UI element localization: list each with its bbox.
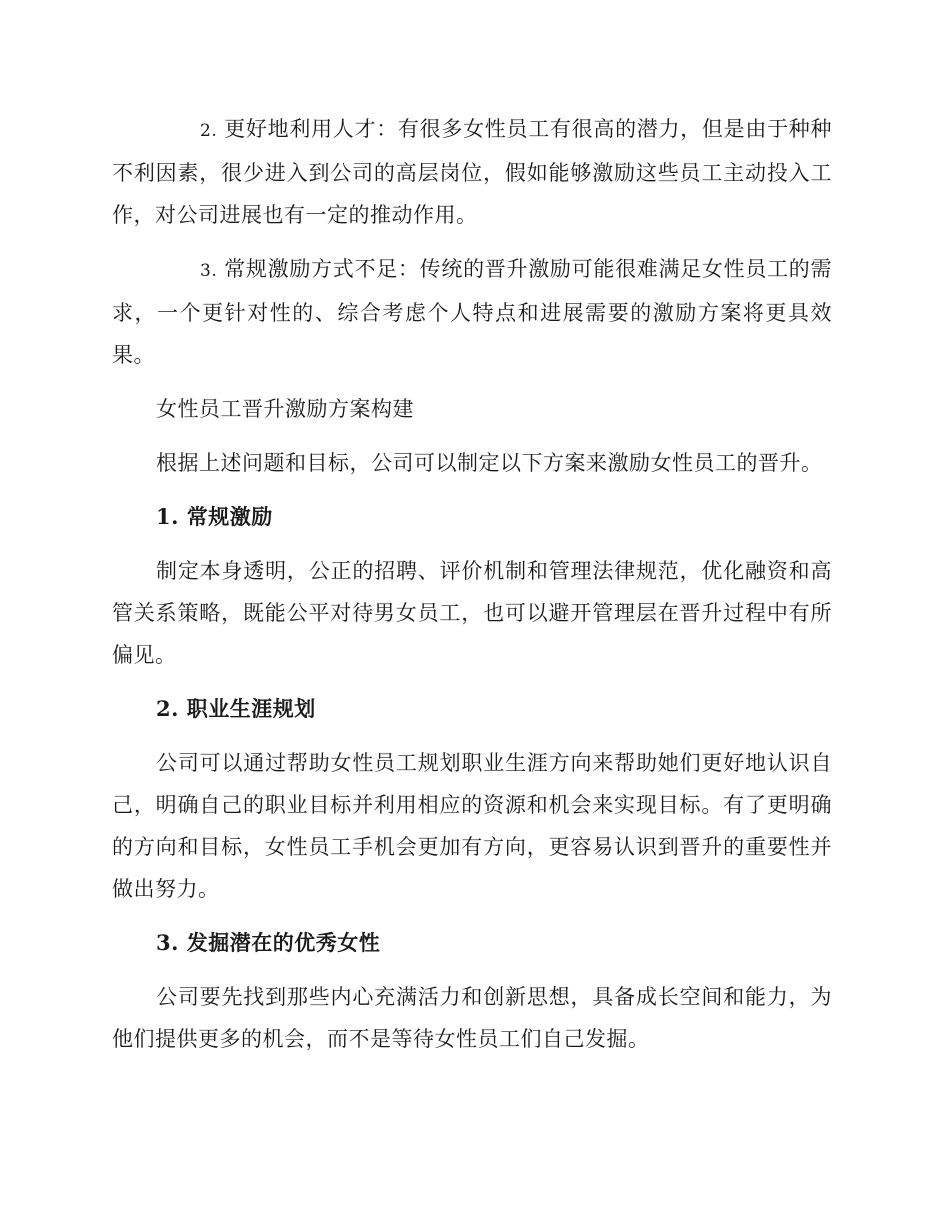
section-title: 女性员工晋升激励方案构建 bbox=[156, 397, 414, 421]
numbered-paragraph-3 bbox=[112, 248, 832, 376]
document-page bbox=[112, 108, 832, 1072]
numbered-paragraph-2 bbox=[112, 108, 832, 236]
career-planning-paragraph: 公司可以通过帮助女性员工规划职业生涯方向来帮助她们更好地认识自己，明确自己的职业目标并利用相应的资源和机会来实现目标。有了更明确的方向和目标，女性员工手机会更加有方向，更容易认识到晋升的重要性并做出努力。 bbox=[112, 751, 832, 901]
subheading-discover-talent: 3. 发掘潜在的优秀女性 bbox=[156, 930, 381, 955]
subheading-career-planning: 2. 职业生涯规划 bbox=[156, 696, 316, 721]
discover-talent-paragraph: 公司要先找到那些内心充满活力和创新思想，具备成长空间和能力，为他们提供更多的机会，而不是等待女性员工们自己发掘。 bbox=[112, 985, 832, 1051]
paragraph-text: 常规激励方式不足：传统的晋升激励可能很难满足女性员工的需求，一个更针对性的、综合考虑个人特点和进展需要的激励方案将更具效果。 bbox=[112, 257, 832, 367]
intro-paragraph: 根据上述问题和目标，公司可以制定以下方案来激励女性员工的晋升。 bbox=[156, 451, 823, 475]
subheading-regular-incentive: 1. 常规激励 bbox=[156, 504, 273, 529]
paragraph-text: 更好地利用人才：有很多女性员工有很高的潜力，但是由于种种不利因素，很少进入到公司的高层岗位，假如能够激励这些员工主动投入工作，对公司进展也有一定的推动作用。 bbox=[112, 117, 832, 227]
regular-incentive-paragraph: 制定本身透明，公正的招聘、评价机制和管理法律规范，优化融资和高管关系策略，既能公平对待男女员工，也可以避开管理层在晋升过程中有所偏见。 bbox=[112, 559, 832, 667]
list-number: 2. bbox=[200, 121, 218, 141]
list-number: 3. bbox=[200, 261, 218, 281]
